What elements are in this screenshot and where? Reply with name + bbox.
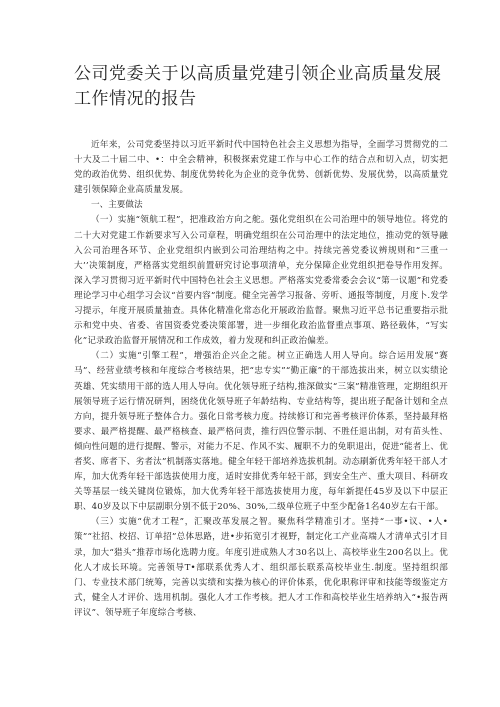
section-heading-main-practices: 一、主要做法 [91, 200, 143, 211]
paragraph-navigation-project: （一）实施“领航工程”，把准政治方向之舵。强化党组织在公司治理中的领导地位。将党的二十大对党建工作新要求写入公司章程，明确党组织在公司治理中的法定地位，推动党的领导融入公司治理各环节、企业党组织内嵌到公司治理结构之中。持续完善党委议辨规则和“三重一大’’决策制度，严格落实党组织前置研究讨论事项清单，充分保障企业党组织把卷导作用发挥。深入学习贯彻习近平新时代中国特色社会主义思想。严格落实党委常委会会议“第一议题”和党委理论学习中心组学习会议“首要内容”制度。健全完善学习报备、旁听、通报等制度，月度卜.发学习提示，年度开展质量抽查。具体化精准化常态化开展政治监督。聚焦习近平总书记重要指示批示和党中央、省委、省国资委党委决策部署，进一步细化政治监督重点事项、路径载体，“写实化”记录政治监督开展情况和工作成效，着力发现和纠正政治偏差。 [74, 215, 448, 347]
paragraph-talent-project: （三）实施“优才工程”，汇聚改革发展之智。聚焦科学精准引才。坚持“一事•议、•人•策”“社招、校招、订单招”总体思路，进•步拓宽引才视野，制定化工产业高端人才清单式引才目录，加大“猎头”推荐市场化选聘力度。年度引进成熟人才30名以上、高校毕业生200名以上。优化人才成长环境。完善领导T•部联系优秀人才、组织部长联系高校毕业生.制度。坚持组织部门、专业技术部门统筹，完善以实绩和实操为核心的评价体系，优化职称评审和技能等级鉴定方式，健全人才评价、选用机制。强化人才工作考核。把人才工作和高校毕业生培养纳入“•报告两评议”、领导班子年度综合考核、 [74, 517, 448, 618]
paragraph-engine-project: （二）实施“引擎工程”，增强治企兴企之能。树立正确选人用人导向。综合运用发展“赛马”、经营业绩考核和年度综合考核结果，把“忠专实”“勤正廉”的干部选拔出来，树立以实绩论英雄、凭实绩用干部的选人用人导向。优化领导班子结构,推深做实“三案”精准管理，定期组织开展领导班子运行情况研判，困绕优化领导班子年龄结构、专业结构等，提出班子配备计划和全点方向，提升领导班子整体合力。强化日常考核力度。持续修订和完善考核评价体系，坚持最拜格要求、最严格提醒、最严格核查、最严格问责，推行四位警示制、不胜任退出制，对有苗头性、倾向性问题的进行提醒、警示，对能力不足、作风不实、履职不力的免职退出，促进“能者上、优者奖、席者下、劣者汰”机制落实落地。健全年轻干部培养选拔机制。动态刷新优秀年轻干部人才库，加大优秀年轻干部选拔使用力度，适时安排优秀年轻干部，到安全生产、重大项目、科研攻关等基层一线关键岗位锻炼，加大优秀年轻干部选拔使用力度，每年新提任45岁及以下中层正职、40岁及以下中层副职分别不低于20%、30%,二级单位班子中至少配备1名40岁左右干部。 [74, 351, 448, 513]
intro-paragraph: 近年来，公司党委坚持以习近平新时代中国特色社会主义思想为指导，全面学习贯彻党的二十大及二十届二中、•：中全会精神，积极探索党建工作与中心工作的结合点和切入点，切实把党的政治优势、组织优势、制度优势转化为企业的竞争优势、创新优势、发展优势，以高质量党建引领保障企业高质量发展。 [74, 140, 448, 196]
page-title: 公司党委关于以高质量党建引领企业高质量发展工作情况的报告 [74, 64, 442, 109]
